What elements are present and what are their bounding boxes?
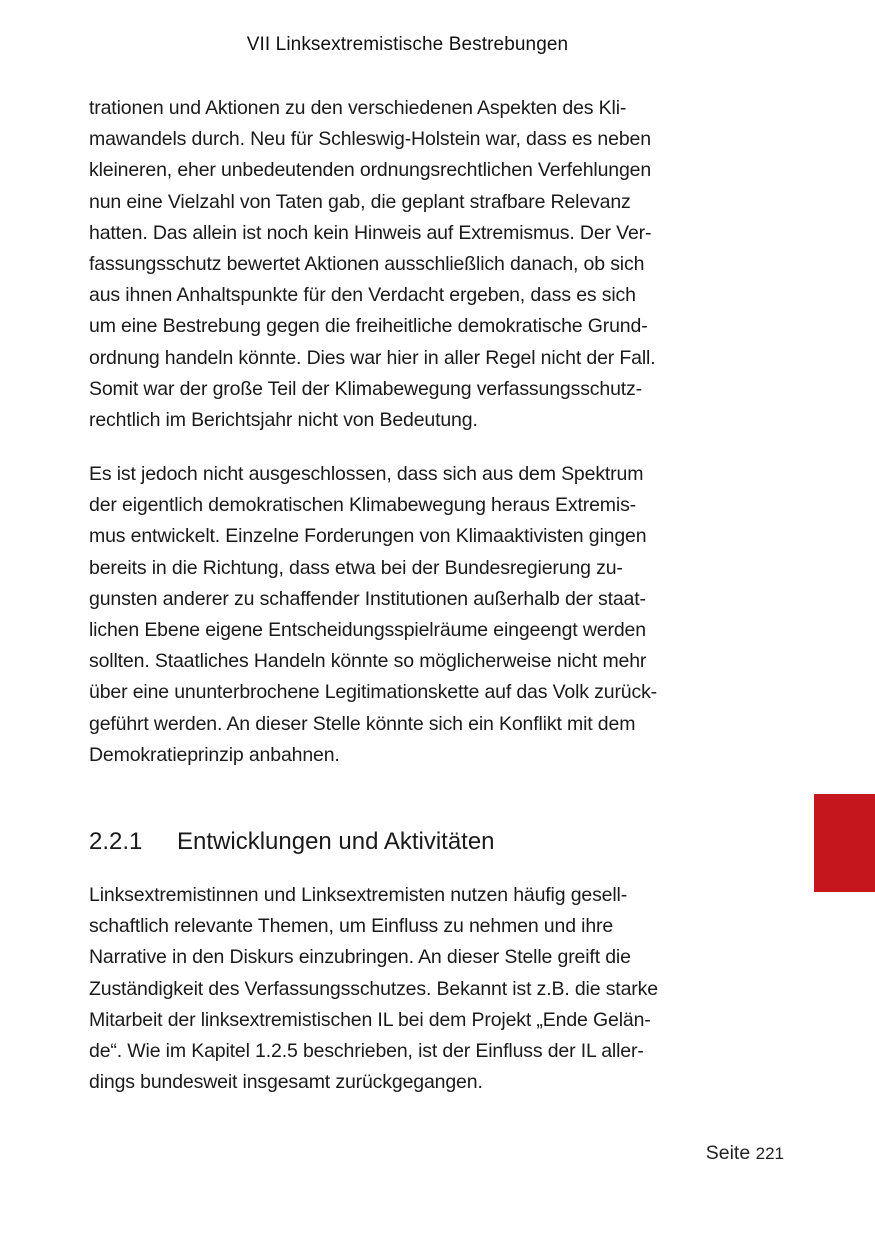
section-title: Entwicklungen und Aktivitäten (177, 828, 495, 855)
text-line: Zuständigkeit des Verfassungsschutzes. Bekannt ist z.B. die starke (89, 977, 658, 1000)
paragraph-2 (89, 459, 739, 771)
text-line: hatten. Das allein ist noch kein Hinweis auf Extremismus. Der Ver- (89, 221, 652, 244)
text-line: mawandels durch. Neu für Schleswig-Holstein war, dass es neben (89, 128, 651, 151)
text-line: de“. Wie im Kapitel 1.2.5 beschrieben, ist der Einfluss der IL aller- (89, 1039, 644, 1062)
text-line: Es ist jedoch nicht ausgeschlossen, dass sich aus dem Spektrum (89, 463, 644, 485)
text-line: Linksextremistinnen und Linksextremisten nutzen häufig gesell- (89, 884, 628, 906)
text-line: trationen und Aktionen zu den verschiedenen Aspekten des Kli- (89, 97, 627, 119)
page-number-value: 221 (755, 1144, 784, 1163)
text-line: rechtlich im Berichtsjahr nicht von Bedeutung. (89, 408, 478, 431)
text-line: ordnung handeln könnte. Dies war hier in aller Regel nicht der Fall. (89, 346, 656, 369)
section-heading (89, 828, 495, 856)
text-line: gunsten anderer zu schaffender Institutionen außerhalb der staat- (89, 587, 646, 610)
text-line: der eigentlich demokratischen Klimabewegung heraus Extremis- (89, 494, 637, 517)
text-line: lichen Ebene eigene Entscheidungsspielräume eingeengt werden (89, 618, 646, 641)
text-line: fassungsschutz bewertet Aktionen ausschließlich danach, ob sich (89, 252, 645, 275)
text-line: sollten. Staatliches Handeln könnte so möglicherweise nicht mehr (89, 650, 647, 673)
text-line: Narrative in den Diskurs einzubringen. An dieser Stelle greift die (89, 946, 631, 969)
text-line: nun eine Vielzahl von Taten gab, die geplant strafbare Relevanz (89, 190, 631, 213)
paragraph-3 (89, 880, 739, 1098)
text-line: aus ihnen Anhaltspunkte für den Verdacht ergeben, dass es sich (89, 284, 636, 307)
text-line: Mitarbeit der linksextremistischen IL bei dem Projekt „Ende Gelän- (89, 1008, 651, 1031)
paragraph-1 (89, 93, 739, 436)
section-number: 2.2.1 (89, 828, 143, 855)
text-line: um eine Bestrebung gegen die freiheitliche demokratische Grund- (89, 315, 648, 338)
text-line: Demokratieprinzip anbahnen. (89, 743, 340, 766)
page-label: Seite (705, 1142, 751, 1164)
chapter-marker-tab (814, 794, 875, 892)
text-line: geführt werden. An dieser Stelle könnte sich ein Konflikt mit dem (89, 712, 636, 735)
text-line: schaftlich relevante Themen, um Einfluss zu nehmen und ihre (89, 915, 614, 938)
text-line: kleineren, eher unbedeutenden ordnungsrechtlichen Verfehlungen (89, 159, 652, 182)
text-line: über eine ununterbrochene Legitimationskette auf das Volk zurück- (89, 681, 658, 704)
text-line: Somit war der große Teil der Klimabewegung verfassungsschutz- (89, 377, 642, 400)
text-line: mus entwickelt. Einzelne Forderungen von Klimaaktivisten gingen (89, 525, 647, 548)
running-header: VII Linksextremistische Bestrebungen (246, 34, 569, 55)
text-line: bereits in die Richtung, dass etwa bei der Bundesregierung zu- (89, 556, 623, 579)
text-line: dings bundesweit insgesamt zurückgegangen. (89, 1071, 483, 1094)
page-number (706, 1142, 784, 1165)
